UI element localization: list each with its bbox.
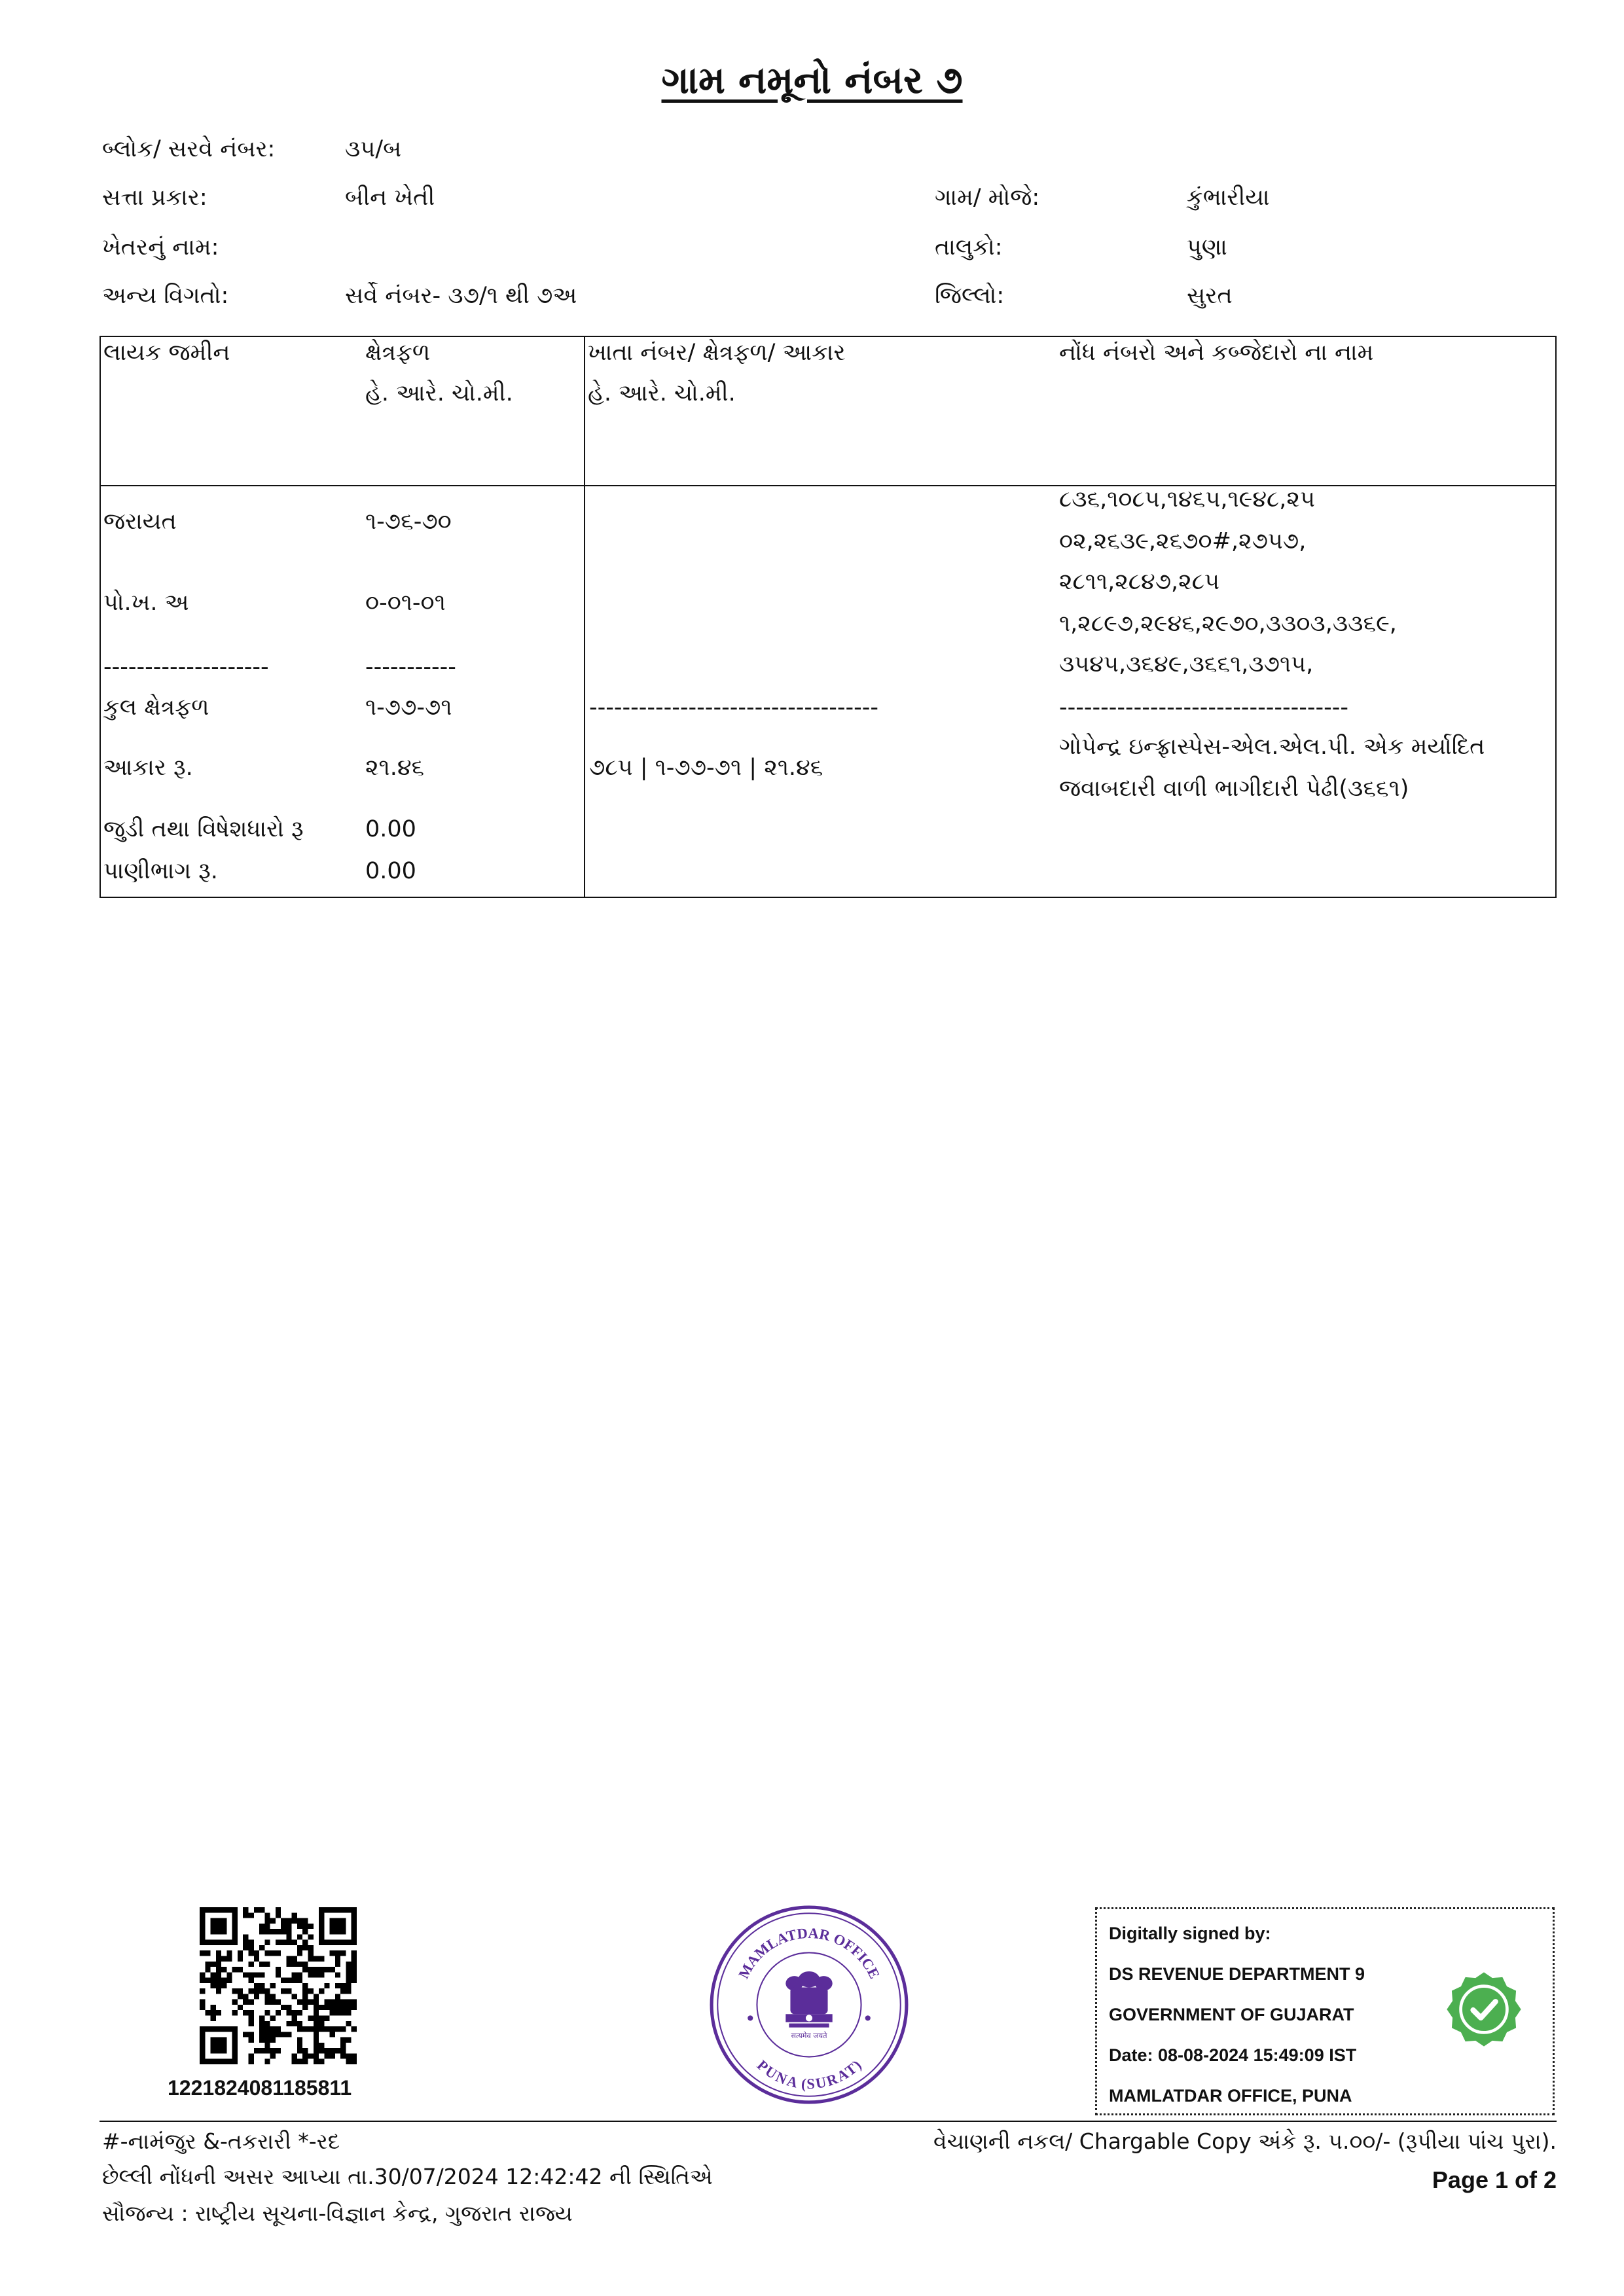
owner-line: ગોપેન્દ્ર ઇન્ફ્રાસ્પેસ-એલ.એલ.પી. એક મર્યાદિત <box>1059 734 1485 760</box>
block-value: ૩૫/બ <box>345 136 402 162</box>
row-label-akar: આકાર રૂ. <box>103 755 193 781</box>
account-line: ૭૮૫ | ૧-૭૭-૭૧ | ૨૧.૪૬ <box>589 755 823 781</box>
footer-courtesy: સૌજન્ય : રાષ્ટ્રીય સૂચના-વિજ્ઞાન કેન્દ્ર, ગુજરાત રાજ્ય <box>102 2200 573 2226</box>
mamlatdar-seal-icon <box>709 1905 909 2105</box>
block-label: બ્લોક/ સરવે નંબર: <box>102 136 276 162</box>
footer-status: છેલ્લી નોંધની અસર આપ્યા તા.30/07/2024 12:42:42 ની સ્થિતિએ <box>102 2164 713 2189</box>
district-value: સુરત <box>1187 283 1233 309</box>
other-details-value: સર્વે નંબર- ૩૭/૧ થી ૭અ <box>345 283 577 309</box>
seal-bottom-text: PUNA (SURAT) <box>753 2056 865 2092</box>
village-label: ગામ/ મોજે: <box>935 185 1040 211</box>
district-label: જિલ્લો: <box>935 283 1005 309</box>
row-label-judi: જુડી તથા વિષેશધારો રૂ <box>103 816 304 842</box>
entry-line: ૧,૨૮૯૭,૨૯૪૬,૨૯૭૦,૩૩૦૩,૩૩૬૯, <box>1059 611 1397 637</box>
account-dash: ----------------------------------- <box>589 694 879 721</box>
village-value: કુંભારીયા <box>1187 185 1270 211</box>
digital-signature-box <box>1095 1907 1555 2115</box>
land-record-table <box>99 336 1557 898</box>
taluka-value: પુણા <box>1187 234 1227 260</box>
row-value-judi: 0.00 <box>365 816 416 842</box>
signature-line: Date: 08-08-2024 15:49:09 IST <box>1109 2045 1357 2065</box>
row-value-pokharab: ૦-૦૧-૦૧ <box>365 590 446 616</box>
col-land-header: લાયક જમીન <box>103 340 230 366</box>
signature-line: MAMLATDAR OFFICE, PUNA <box>1109 2086 1352 2106</box>
footer-legend: #-નામંજુર &-તકરારી *-રદ <box>102 2128 340 2154</box>
row-label-total-area: કુલ ક્ષેત્રફળ <box>103 694 209 721</box>
col-entries-header: નોંધ નંબરો અને કબ્જેદારો ના નામ <box>1059 340 1374 366</box>
table-header-divider <box>101 485 1555 486</box>
row-value-total-area: ૧-૭૭-૭૧ <box>365 694 452 721</box>
seal-motto: सत्यमेव जयते <box>791 2032 827 2040</box>
taluka-label: તાલુકો: <box>935 234 1003 260</box>
page-number: Page 1 of 2 <box>1432 2166 1557 2193</box>
owner-line: જવાબદારી વાળી ભાગીદારી પેઢી(૩૬૬૧) <box>1059 776 1409 802</box>
col-area-unit: હે. આરે. ચો.મી. <box>365 380 513 406</box>
row-value-panibhag: 0.00 <box>365 858 416 884</box>
tenure-label: સત્તા પ્રકાર: <box>102 185 208 211</box>
entry-line: ૮૩૬,૧૦૮૫,૧૪૬૫,૧૯૪૮,૨૫ <box>1059 486 1315 512</box>
owner-dash: ----------------------------------- <box>1059 694 1349 721</box>
other-details-label: અન્ય વિગતો: <box>102 283 229 309</box>
page-title <box>0 58 1624 103</box>
entry-line: ૦૨,૨૬૩૯,૨૬૭૦#,૨૭૫૭, <box>1059 528 1307 554</box>
row-label-jarayat: જરાયત <box>103 509 177 535</box>
signature-line: GOVERNMENT OF GUJARAT <box>1109 2005 1354 2024</box>
row-value-dash: ----------- <box>365 654 456 680</box>
col-account-header: ખાતા નંબર/ ક્ષેત્રફળ/ આકાર <box>588 340 846 366</box>
signature-line: Digitally signed by: <box>1109 1924 1271 1943</box>
row-label-panibhag: પાણીભાગ રૂ. <box>103 858 218 884</box>
qr-number: 1221824081185811 <box>168 2076 352 2100</box>
footer-divider <box>99 2121 1557 2122</box>
col-account-unit: હે. આરે. ચો.મી. <box>588 380 736 406</box>
row-label-dash: -------------------- <box>103 654 269 680</box>
lion-emblem-icon <box>785 1971 832 2028</box>
tenure-value: બીન ખેતી <box>345 185 435 211</box>
footer-copy-note: વેચાણની નકલ/ Chargable Copy અંકે રૂ. ૫.૦૦/- (રૂપીયા પાંચ પુરા). <box>933 2128 1557 2154</box>
table-column-divider <box>584 337 585 897</box>
entry-line: ૩૫૪૫,૩૬૪૯,૩૬૬૧,૩૭૧૫, <box>1059 651 1314 677</box>
row-value-jarayat: ૧-૭૬-૭૦ <box>365 509 452 535</box>
qr-code-icon <box>200 1907 357 2064</box>
title-text: ગામ નમૂનો નંબર ૭ <box>661 58 963 102</box>
row-label-pokharab: પો.ખ. અ <box>103 590 189 616</box>
signature-line: DS REVENUE DEPARTMENT 9 <box>1109 1964 1365 1984</box>
row-value-akar: ૨૧.૪૬ <box>365 755 425 781</box>
entry-line: ૨૮૧૧,૨૮૪૭,૨૮૫ <box>1059 569 1219 595</box>
field-name-label: ખેતરનું નામ: <box>102 234 219 260</box>
col-area-header: ક્ષેત્રફળ <box>365 340 431 366</box>
verified-check-icon <box>1445 1971 1523 2048</box>
seal-top-text: MAMLATDAR OFFICE <box>735 1924 883 1982</box>
